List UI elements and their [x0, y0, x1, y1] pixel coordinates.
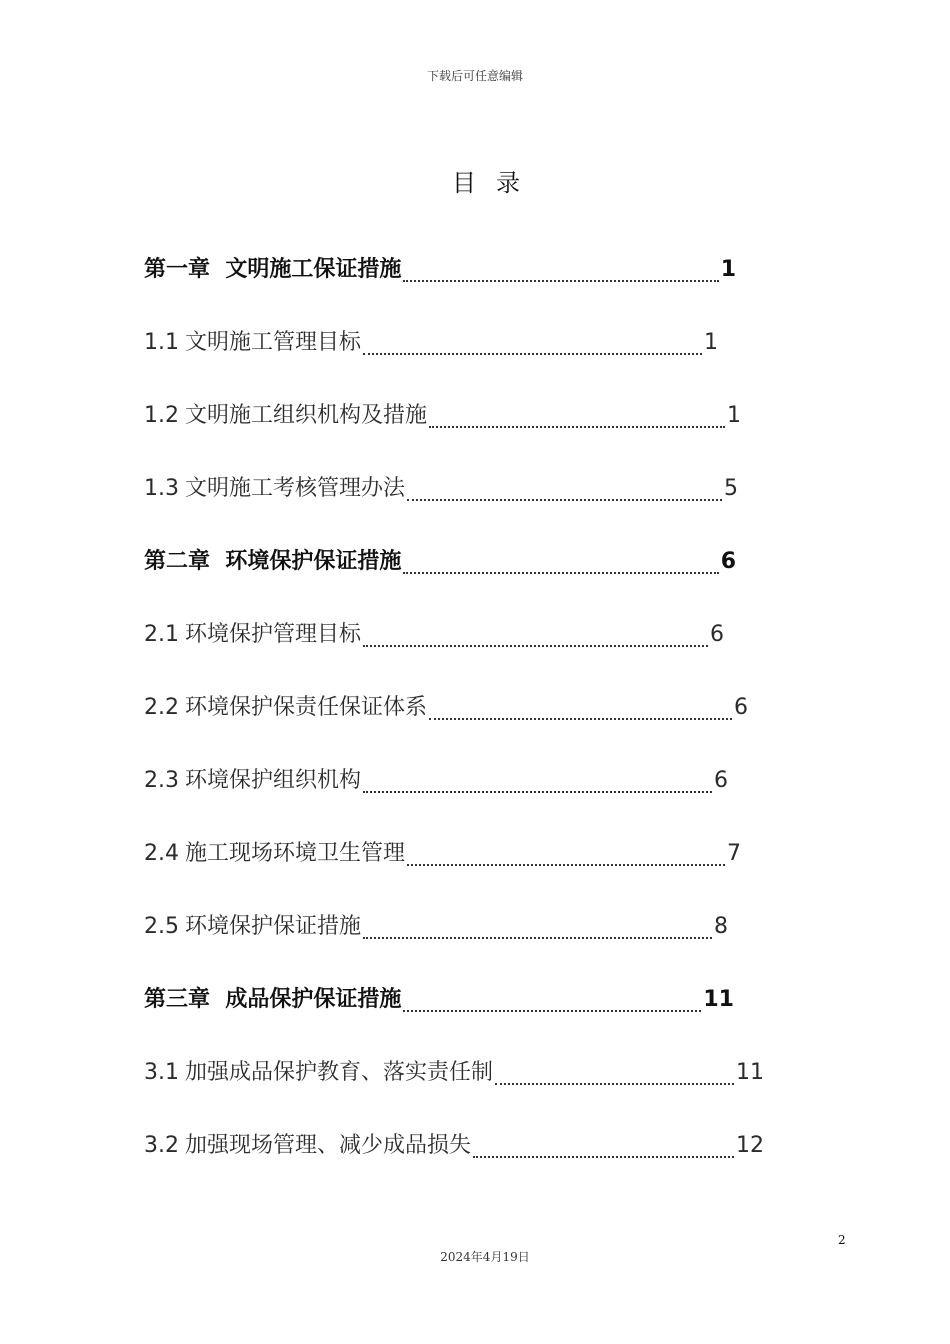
toc-entry-number: 3.2: [144, 1133, 179, 1158]
toc-section-entry[interactable]: [144, 1128, 764, 1168]
toc-dot-leader: [363, 349, 702, 355]
toc-entry-page: 1: [727, 403, 741, 428]
toc-entry-title: 第一章 文明施工保证措施: [144, 257, 402, 282]
toc-dot-leader: [473, 1152, 734, 1158]
toc-entry-number: 1.3: [144, 476, 179, 501]
toc-title: 目录: [452, 169, 540, 197]
toc-dot-leader: [407, 495, 722, 501]
toc-entry-title: 第二章 环境保护保证措施: [144, 549, 402, 574]
toc-entry-page: 6: [734, 695, 748, 720]
toc-dot-leader: [403, 276, 718, 282]
toc-section-entry[interactable]: [144, 763, 728, 803]
toc-section-entry[interactable]: [144, 398, 741, 438]
toc-dot-leader: [403, 568, 718, 574]
page-number: 2: [838, 1233, 846, 1247]
toc-entry-title: 加强成品保护教育、落实责任制: [185, 1060, 494, 1085]
toc-entry-number: 2.3: [144, 768, 179, 793]
toc-dot-leader: [429, 422, 725, 428]
toc-section-entry[interactable]: [144, 690, 748, 730]
toc-dot-leader: [363, 933, 712, 939]
toc-entry-number: 1.1: [144, 330, 179, 355]
toc-entry-number: 2.2: [144, 695, 179, 720]
toc-entry-title: 环境保护组织机构: [185, 768, 362, 793]
toc-entry-title: 加强现场管理、减少成品损失: [185, 1133, 472, 1158]
toc-entry-page: 6: [710, 622, 724, 647]
toc-entry-title: 环境保护保证措施: [185, 914, 362, 939]
toc-dot-leader: [363, 787, 712, 793]
toc-entry-page: 6: [720, 549, 736, 574]
toc-entry-page: 1: [720, 257, 736, 282]
toc-entry-number: 2.4: [144, 841, 179, 866]
toc-entry-number: 1.2: [144, 403, 179, 428]
toc-entry-title: 环境保护管理目标: [185, 622, 362, 647]
toc-chapter-entry[interactable]: [144, 544, 736, 584]
toc-entry-page: 5: [724, 476, 738, 501]
toc-entry-number: 2.1: [144, 622, 179, 647]
toc-entry-title: 环境保护保责任保证体系: [185, 695, 428, 720]
toc-dot-leader: [429, 714, 732, 720]
page-footer-date: 2024年4月19日: [440, 1250, 530, 1264]
toc-chapter-entry[interactable]: [144, 982, 734, 1022]
toc-section-entry[interactable]: [144, 909, 728, 949]
toc-section-entry[interactable]: [144, 836, 741, 876]
toc-entry-page: 11: [736, 1060, 764, 1085]
toc-entry-page: 1: [704, 330, 718, 355]
toc-section-entry[interactable]: [144, 325, 718, 365]
toc-entry-title: 第三章 成品保护保证措施: [144, 987, 402, 1012]
toc-dot-leader: [403, 1006, 701, 1012]
toc-entry-number: 2.5: [144, 914, 179, 939]
toc-entry-page: 7: [727, 841, 741, 866]
toc-section-entry[interactable]: [144, 1055, 764, 1095]
toc-entry-page: 8: [714, 914, 728, 939]
toc-entry-title: 文明施工考核管理办法: [185, 476, 406, 501]
toc-entry-page: 11: [703, 987, 734, 1012]
toc-chapter-entry[interactable]: [144, 252, 736, 292]
toc-dot-leader: [407, 860, 725, 866]
toc-entry-title: 文明施工组织机构及措施: [185, 403, 428, 428]
toc-entry-page: 12: [736, 1133, 764, 1158]
toc-entry-number: 3.1: [144, 1060, 179, 1085]
toc-entry-title: 文明施工管理目标: [185, 330, 362, 355]
toc-dot-leader: [363, 641, 708, 647]
toc-dot-leader: [495, 1079, 734, 1085]
toc-entry-title: 施工现场环境卫生管理: [185, 841, 406, 866]
toc-section-entry[interactable]: [144, 471, 738, 511]
toc-entry-page: 6: [714, 768, 728, 793]
toc-section-entry[interactable]: [144, 617, 724, 657]
page-header: 下载后可任意编辑: [426, 69, 523, 83]
